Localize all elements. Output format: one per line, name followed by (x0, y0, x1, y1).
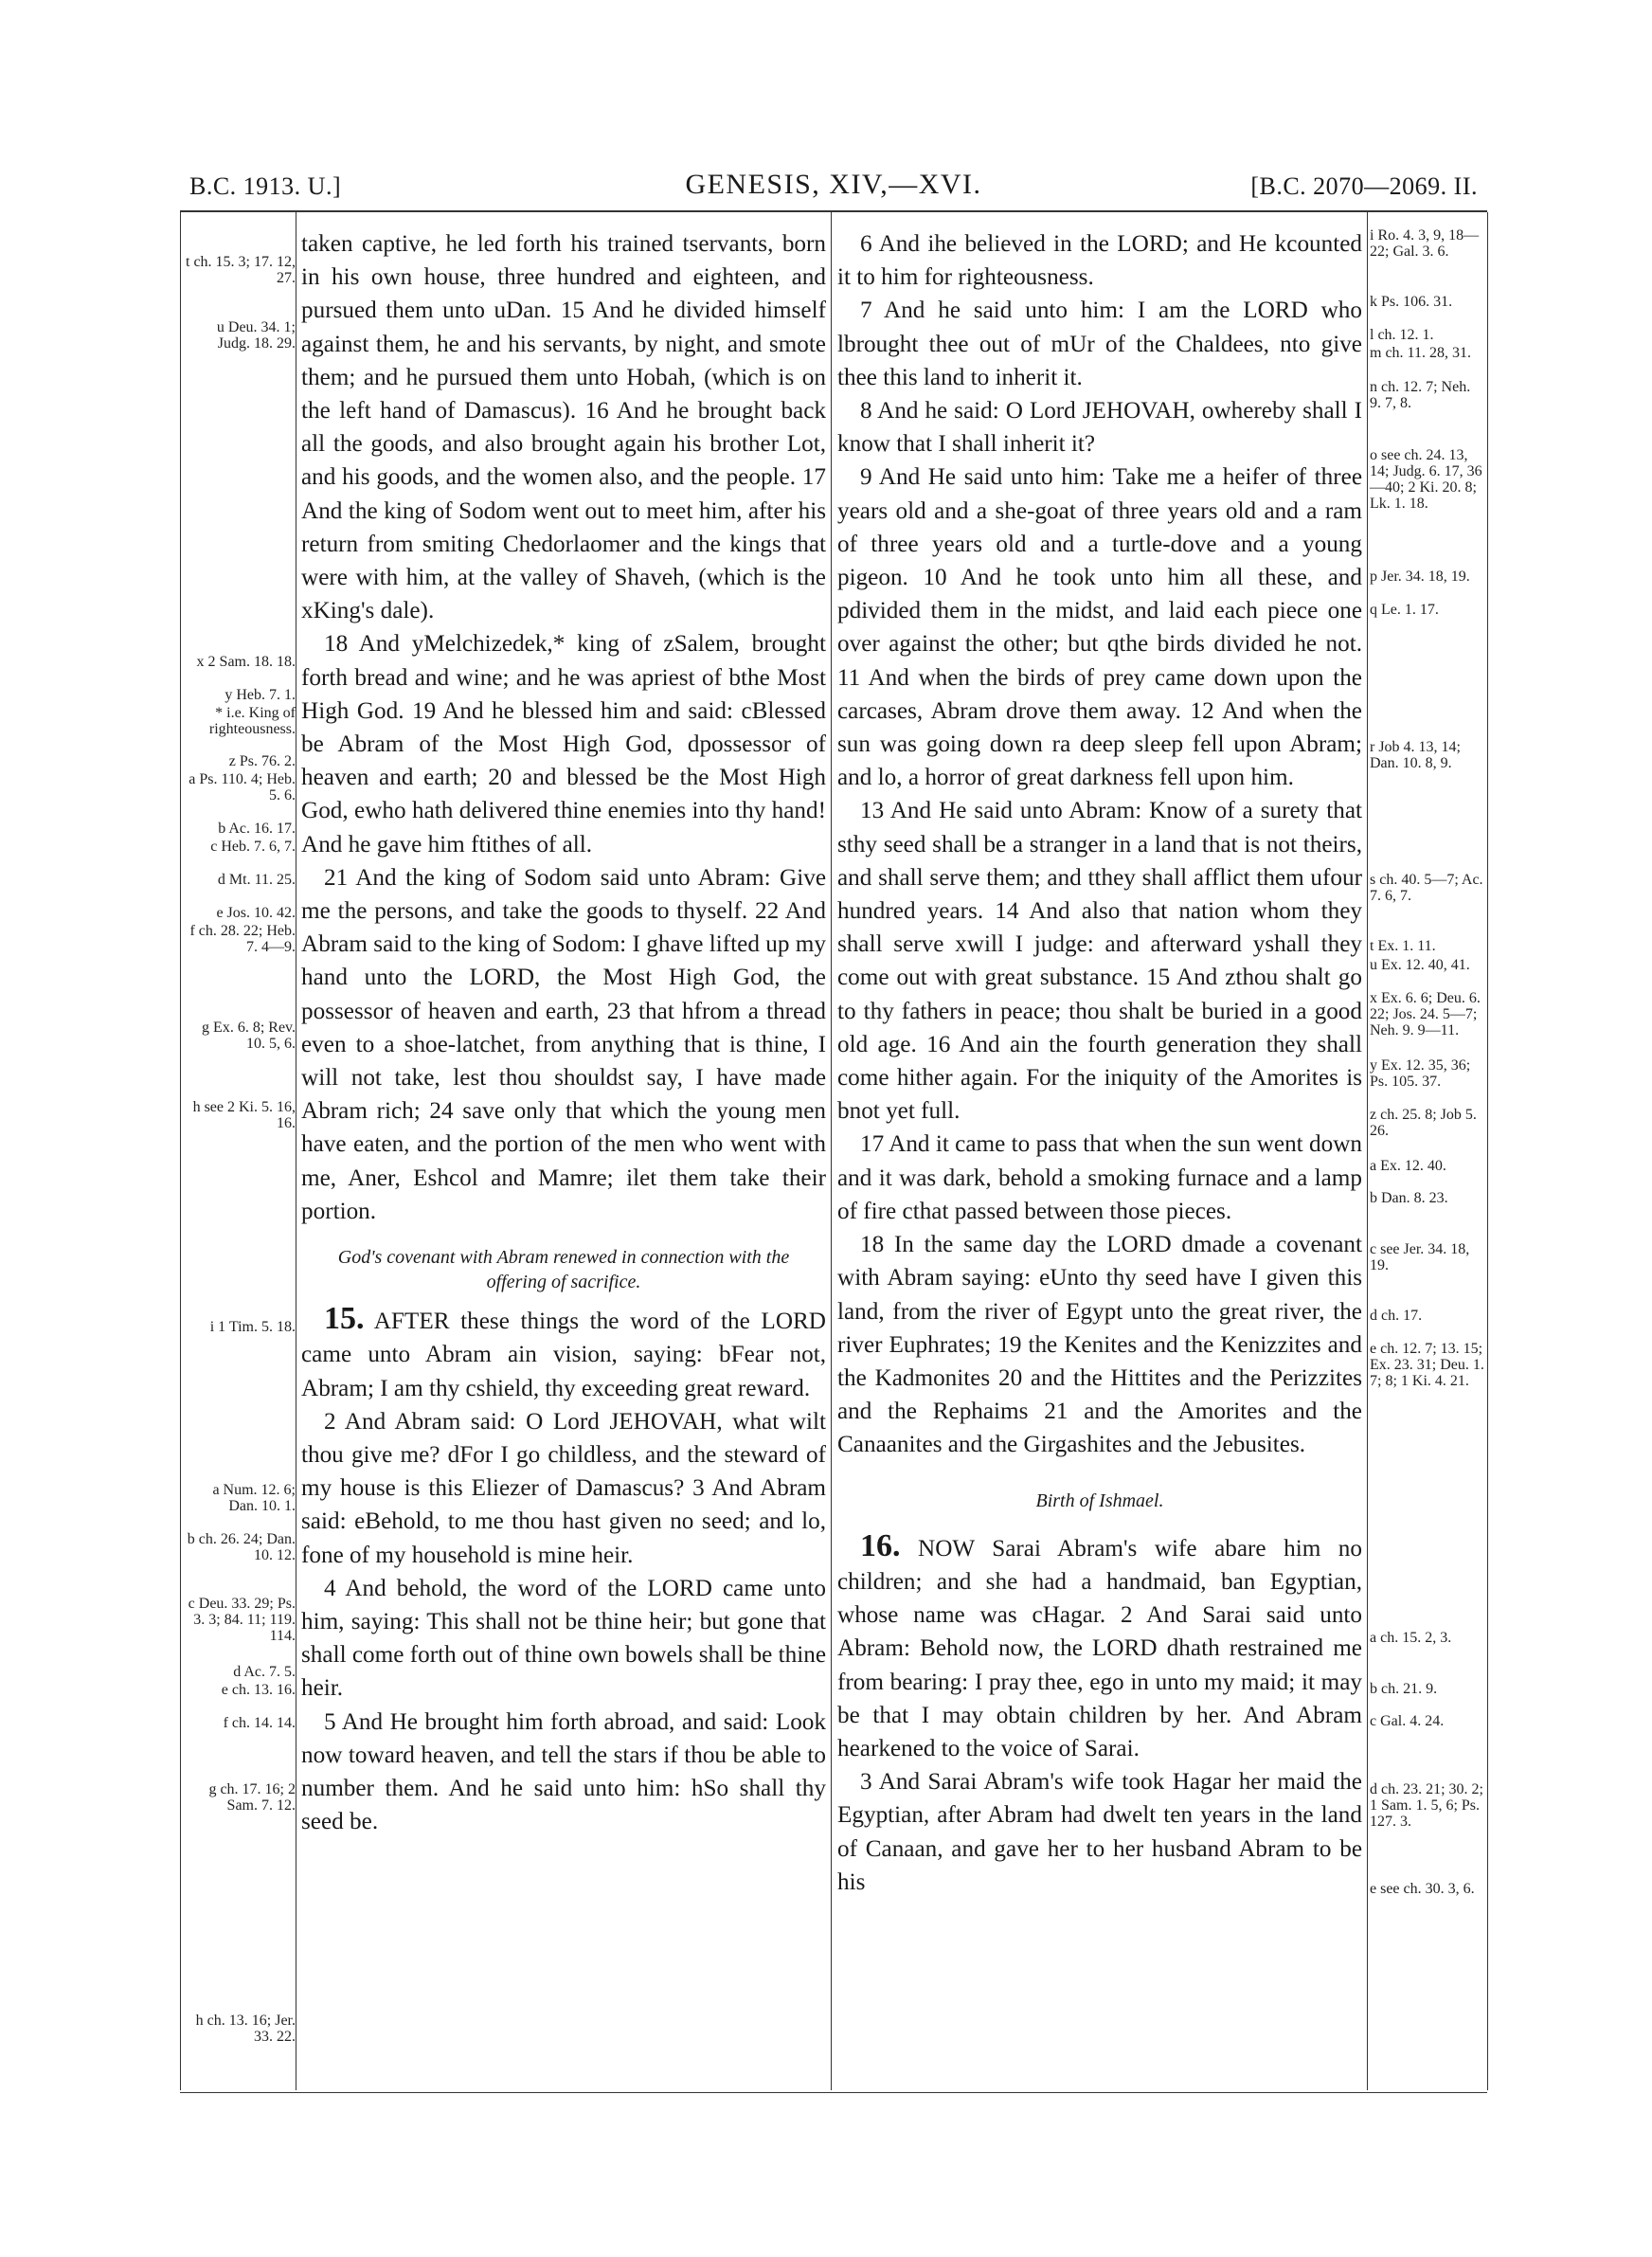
margin-reference: a ch. 15. 2, 3. (1370, 1630, 1452, 1646)
margin-reference: a Ex. 12. 40. (1370, 1158, 1446, 1174)
scripture-paragraph: 8 And he said: O Lord JEHOVAH, owhereby shall I know that I shall inherit it? (837, 398, 1362, 458)
scripture-paragraph: 2 And Abram said: O Lord JEHOVAH, what wilt thou give me? dFor I go childless, and the steward of my house is this Eliezer of Damascus? 3 And Abram said: eBehold, to me thou hast given no seed; and lo, fone of my household is mine heir. (301, 1408, 826, 1568)
text-column-left (301, 227, 826, 1838)
margin-reference: t ch. 15. 3; 17. 12, 27. (186, 254, 296, 286)
margin-reference: k Ps. 106. 31. (1370, 294, 1453, 310)
scripture-paragraph: 21 And the king of Sodom said unto Abram: Give me the persons, and take the goods to thyself. 22 And Abram said to the king of Sodom: I ghave lifted up my hand unto the LORD, the Most High God, the possessor of heaven and earth, 23 that hfrom a thread even to a shoe-latchet, from anything that is thine, I will not take, lest thou shouldst say, I have made Abram rich; 24 save only that which the young men have eaten, and the portion of the men who went with me, Aner, Eshcol and Mamre; ilet them take their portion. (301, 864, 826, 1224)
chapter-number: 15. (324, 1301, 365, 1337)
running-header (180, 169, 1487, 203)
margin-reference: e ch. 13. 16. (221, 1682, 296, 1698)
right-margin-inner-rule (1367, 212, 1368, 2090)
margin-reference: e see ch. 30. 3, 6. (1370, 1881, 1475, 1897)
chapter-opening-text: AFTER these things the word of the LORD came unto Abram ain vision, saying: bFear not, Abram; I am thy cshield, thy exceeding great reward. (301, 1309, 826, 1401)
margin-reference: h ch. 13. 16; Jer. 33. 22. (195, 2013, 296, 2045)
margin-reference: c see Jer. 34. 18, 19. (1370, 1241, 1470, 1273)
chapter-number: 16. (860, 1527, 901, 1563)
margin-reference: z ch. 25. 8; Job 5. 26. (1370, 1107, 1477, 1139)
margin-reference: o see ch. 24. 13, 14; Judg. 6. 17, 36—40; 2 Ki. 20. 8; Lk. 1. 18. (1370, 447, 1482, 512)
margin-reference: d Mt. 11. 25. (217, 872, 296, 888)
right-margin-outer-rule (1487, 212, 1488, 2090)
chapter-opening-paragraph (301, 1302, 826, 1405)
margin-reference: d ch. 23. 21; 30. 2; 1 Sam. 1. 5, 6; Ps. 127. 3. (1370, 1781, 1483, 1830)
margin-reference: f ch. 28. 22; Heb. 7. 4—9. (189, 923, 296, 955)
scripture-paragraph: 5 And He brought him forth abroad, and said: Look now toward heaven, and tell the stars if thou be able to number them. And he said unto him: hSo shall thy seed be. (301, 1708, 826, 1835)
chapter-opening-paragraph (837, 1529, 1362, 1765)
scripture-paragraph: 18 In the same day the LORD dmade a covenant with Abram saying: eUnto thy seed have I given this land, from the river of Egypt unto the great river, the river Euphrates; 19 the Kenites and the Kenizzites and the Kadmonites 20 and the Hittites and the Perizzites and the Rephaims 21 and the Amorites and the Canaanites and the Girgashites and the Jebusites. (837, 1232, 1362, 1458)
margin-reference: s ch. 40. 5—7; Ac. 7. 6, 7. (1370, 872, 1483, 904)
section-heading: God's covenant with Abram renewed in connection with the offering of sacrifice. (337, 1247, 790, 1293)
margin-reference: m ch. 11. 28, 31. (1370, 345, 1471, 361)
scripture-paragraph: 13 And He said unto Abram: Know of a surety that sthy seed shall be a stranger in a land that is not theirs, and shall serve them; and tthey shall afflict them ufour hundred years. 14 And also that nation whom they shall serve xwill I judge: and afterward yshall they come out with great substance. 15 And zthou shalt go to thy fathers in peace; thou shalt be buried in a good old age. 16 And ain the fourth generation they shall come hither again. For the iniquity of the Amorites is bnot yet full. (837, 798, 1362, 1125)
scripture-paragraph: 6 And ihe believed in the LORD; and He kcounted it to him for righteousness. (837, 231, 1362, 291)
left-margin-references (184, 0, 296, 2257)
margin-reference: i Ro. 4. 3, 9, 18—22; Gal. 3. 6. (1370, 227, 1480, 260)
margin-reference: x 2 Sam. 18. 18. (196, 654, 296, 670)
margin-reference: u Ex. 12. 40, 41. (1370, 957, 1470, 973)
scripture-paragraph: 9 And He said unto him: Take me a heifer of three years old and a she-goat of three years old and a ram of three years old and a turtle-dove and a young pigeon. 10 And he took unto him all these, and pdivided them in the midst, and laid each piece one over against the other; but qthe birds divided he not. 11 And when the birds of prey came down upon the carcases, Abram drove them away. 12 And when the sun was going down ra deep sleep fell upon Abram; and lo, a horror of great darkness fell upon him. (837, 464, 1362, 791)
column-divider-rule (831, 212, 832, 2090)
margin-reference: b Ac. 16. 17. (218, 821, 296, 837)
margin-reference: x Ex. 6. 6; Deu. 6. 22; Jos. 24. 5—7; Neh. 9. 9—11. (1370, 990, 1481, 1038)
text-column-right (837, 227, 1362, 1899)
margin-reference: y Heb. 7. 1. (224, 687, 296, 703)
margin-reference: b ch. 26. 24; Dan. 10. 12. (187, 1531, 296, 1563)
margin-reference: c Heb. 7. 6, 7. (210, 839, 296, 855)
scripture-paragraph: 3 And Sarai Abram's wife took Hagar her maid the Egyptian, after Abram had dwelt ten years in the land of Canaan, and gave her to her husband Abram to be his (837, 1769, 1362, 1895)
margin-reference: c Gal. 4. 24. (1370, 1713, 1445, 1729)
margin-reference: d ch. 17. (1370, 1308, 1423, 1324)
footer-rule (180, 2092, 1487, 2093)
margin-reference: l ch. 12. 1. (1370, 327, 1434, 343)
margin-reference: f ch. 14. 14. (223, 1715, 296, 1731)
chapter-opening-text: NOW Sarai Abram's wife abare him no children; and she had a handmaid, ban Egyptian, whose name was cHagar. 2 And Sarai said unto Abram: Behold now, the LORD dhath restrained me from bearing: I pray thee, ego in unto my maid; it may be that I may obtain children by her. And Abram hearkened to the voice of Sarai. (837, 1535, 1362, 1761)
margin-reference: * i.e. King of righteousness. (208, 705, 296, 737)
scripture-paragraph: 7 And he said unto him: I am the LORD who lbrought thee out of mUr of the Chaldees, nto give thee this land to inherit it. (837, 298, 1362, 390)
margin-reference: b ch. 21. 9. (1370, 1681, 1438, 1697)
margin-reference: y Ex. 12. 35, 36; Ps. 105. 37. (1370, 1057, 1471, 1090)
header-date-right: [B.C. 2070—2069. II. (1250, 172, 1478, 200)
margin-reference: r Job 4. 13, 14; Dan. 10. 8, 9. (1370, 739, 1461, 771)
header-date-left: B.C. 1913. U.] (189, 172, 342, 200)
header-rule (180, 210, 1487, 212)
margin-reference: q Le. 1. 17. (1370, 602, 1439, 618)
margin-reference: g ch. 17. 16; 2 Sam. 7. 12. (208, 1781, 296, 1814)
margin-reference: c Deu. 33. 29; Ps. 3. 3; 84. 11; 119. 114. (188, 1596, 296, 1644)
header-book-title: GENESIS, XIV,—XVI. (685, 169, 982, 200)
margin-reference: t Ex. 1. 11. (1370, 938, 1436, 954)
margin-reference: a Ps. 110. 4; Heb. 5. 6. (189, 771, 296, 803)
margin-reference: b Dan. 8. 23. (1370, 1190, 1448, 1206)
left-margin-outer-rule (180, 212, 181, 2090)
scripture-paragraph: taken captive, he led forth his trained tservants, born in his own house, three hundred and eighteen, and pursued them unto uDan. 15 And he divided himself against them, he and his servants, by night, and smote them; and he pursued them unto Hobah, (which is on the left hand of Damascus). 16 And he brought back all the goods, and also brought again his brother Lot, and his goods, and the women also, and the people. 17 And the king of Sodom went out to meet him, after his return from smiting Chedorlaomer and the kings that were with him, at the valley of Shaveh, (which is the xKing's dale). (301, 231, 826, 624)
right-margin-references (1370, 0, 1485, 2257)
scripture-paragraph: 17 And it came to pass that when the sun went down and it was dark, behold a smoking furnace and a lamp of fire cthat passed between those pieces. (837, 1131, 1362, 1224)
margin-reference: g Ex. 6. 8; Rev. 10. 5, 6. (202, 1020, 296, 1052)
margin-reference: i 1 Tim. 5. 18. (209, 1319, 296, 1335)
margin-reference: e ch. 12. 7; 13. 15; Ex. 23. 31; Deu. 1. 7; 8; 1 Ki. 4. 21. (1370, 1341, 1484, 1389)
section-heading: Birth of Ishmael. (1035, 1490, 1164, 1511)
margin-reference: z Ps. 76. 2. (228, 753, 296, 769)
margin-reference: e Jos. 10. 42. (216, 905, 296, 921)
margin-reference: a Num. 12. 6; Dan. 10. 1. (212, 1482, 296, 1514)
margin-reference: d Ac. 7. 5. (233, 1664, 296, 1680)
scripture-paragraph: 4 And behold, the word of the LORD came unto him, saying: This shall not be thine heir; but gone that shall come forth out of thine own bowels shall be thine heir. (301, 1575, 827, 1702)
margin-reference: u Deu. 34. 1; Judg. 18. 29. (216, 319, 296, 352)
margin-reference: h see 2 Ki. 5. 16, 16. (192, 1099, 296, 1131)
margin-reference: n ch. 12. 7; Neh. 9. 7, 8. (1370, 379, 1471, 411)
scripture-paragraph: 18 And yMelchizedek,* king of zSalem, brought forth bread and wine; and he was apriest of bthe Most High God. 19 And he blessed him and said: cBlessed be Abram of the Most High God, dpossessor of heaven and earth; 20 and blessed be the Most High God, ewho hath delivered thine enemies into thy hand! And he gave him ftithes of all. (301, 631, 826, 858)
margin-reference: p Jer. 34. 18, 19. (1370, 569, 1470, 585)
